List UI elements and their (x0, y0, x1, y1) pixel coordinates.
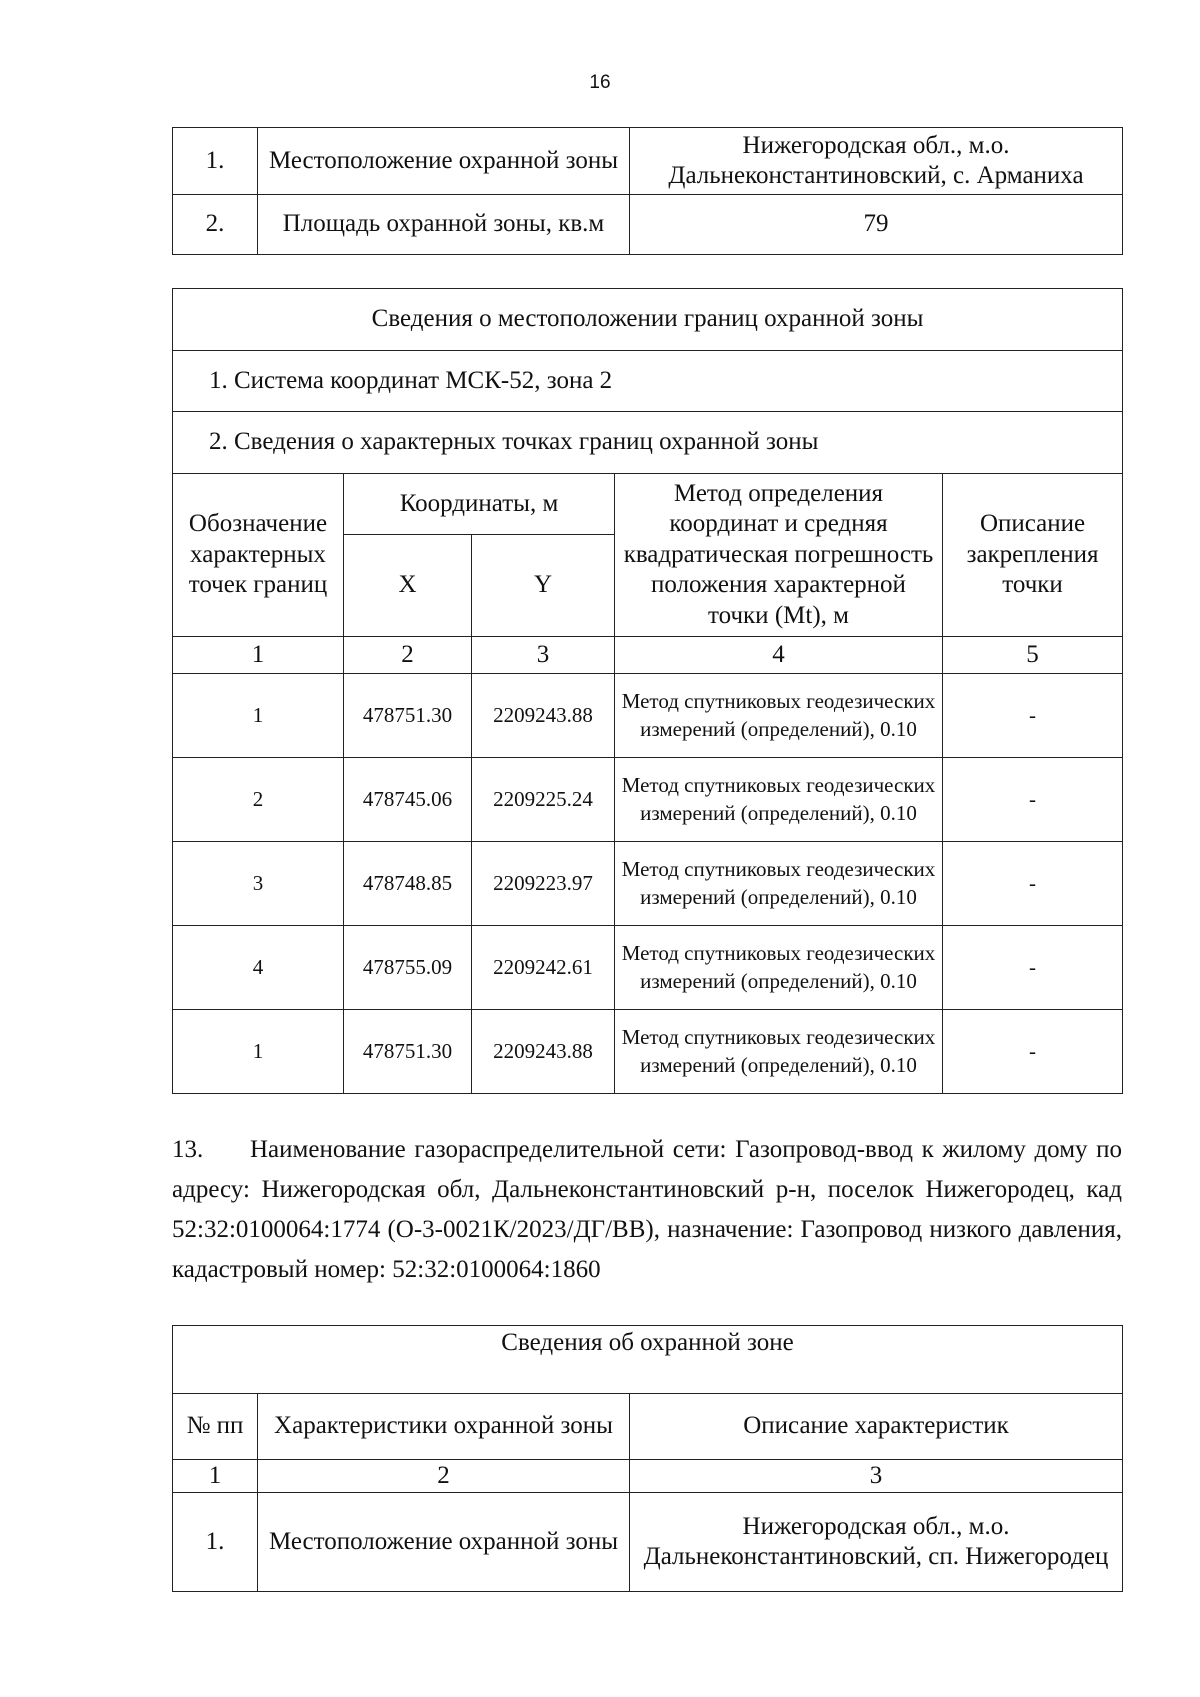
method-description: Метод спутниковых геодезических измерений (определений), 0.10 (615, 1010, 943, 1094)
column-number-row (173, 637, 1123, 674)
zone-info-table-1 (172, 127, 1123, 255)
fixing-description: - (943, 1010, 1123, 1094)
coordinate-x: 478751.30 (344, 674, 472, 758)
point-designation: 2 (173, 758, 344, 842)
point-designation: 1 (173, 674, 344, 758)
fixing-description: - (943, 674, 1123, 758)
column-number: 1 (173, 1460, 258, 1493)
column-number: 2 (258, 1460, 630, 1493)
point-designation: 3 (173, 842, 344, 926)
table-row (173, 926, 1123, 1010)
table-row (173, 758, 1123, 842)
characteristic-label: Местоположение охранной зоны (258, 1493, 630, 1592)
table-row (173, 195, 1123, 255)
fixing-description: - (943, 842, 1123, 926)
characteristic-value: 79 (630, 195, 1123, 255)
table-row (173, 1010, 1123, 1094)
characteristic-label: Местоположение охранной зоны (258, 128, 630, 195)
fixing-description: - (943, 926, 1123, 1010)
coordinate-system: 1. Система координат МСК-52, зона 2 (173, 351, 1123, 412)
coordinate-x: 478748.85 (344, 842, 472, 926)
section-number: 13. (172, 1136, 204, 1163)
header-x: X (344, 535, 472, 637)
section-13-paragraph (172, 1130, 1122, 1290)
coordinate-y: 2209242.61 (472, 926, 615, 1010)
header-y: Y (472, 535, 615, 637)
column-number-row (173, 1460, 1123, 1493)
header-coordinates: Координаты, м (344, 474, 615, 535)
coordinate-y: 2209223.97 (472, 842, 615, 926)
column-number: 3 (630, 1460, 1123, 1493)
points-heading: 2. Сведения о характерных точках границ охранной зоны (173, 412, 1123, 474)
header-number: № пп (173, 1394, 258, 1460)
header-method: Метод определения координат и средняя квадратическая погрешность положения характерной точки (Mt), м (615, 474, 943, 637)
column-number: 2 (344, 637, 472, 674)
method-description: Метод спутниковых геодезических измерений (определений), 0.10 (615, 842, 943, 926)
coordinate-x: 478745.06 (344, 758, 472, 842)
fixing-description: - (943, 758, 1123, 842)
table-row (173, 128, 1123, 195)
table-row (173, 842, 1123, 926)
coordinate-y: 2209243.88 (472, 674, 615, 758)
coordinate-x: 478755.09 (344, 926, 472, 1010)
column-number: 1 (173, 637, 344, 674)
coordinate-x: 478751.30 (344, 1010, 472, 1094)
row-number: 2. (173, 195, 258, 255)
column-number: 3 (472, 637, 615, 674)
page-number: 16 (589, 72, 611, 93)
method-description: Метод спутниковых геодезических измерений (определений), 0.10 (615, 926, 943, 1010)
section-text: Наименование газораспределительной сети: Газопровод-ввод к жилому дому по адресу: Нижегородская обл, Дальнеконстантиновский р-н, поселок Нижегородец, кад 52:32:0100064:1774 (О-3-0021К/2023/ДГ/ВВ), назначение: Газопровод низкого давления, кадастровый номер: 52:32:0100064:1860 (172, 1136, 1122, 1283)
method-description: Метод спутниковых геодезических измерений (определений), 0.10 (615, 758, 943, 842)
characteristic-label: Площадь охранной зоны, кв.м (258, 195, 630, 255)
row-number: 1. (173, 128, 258, 195)
zone-table-title: Сведения об охранной зоне (173, 1326, 1123, 1394)
boundary-points-table (172, 288, 1123, 1094)
column-number: 4 (615, 637, 943, 674)
header-description: Описание закрепления точки (943, 474, 1123, 637)
zone-info-table-2 (172, 1325, 1123, 1592)
point-designation: 1 (173, 1010, 344, 1094)
header-description: Описание характеристик (630, 1394, 1123, 1460)
point-designation: 4 (173, 926, 344, 1010)
header-designation: Обозначение характерных точек границ (173, 474, 344, 637)
characteristic-value: Нижегородская обл., м.о. Дальнеконстантиновский, с. Арманиха (630, 128, 1123, 195)
table-row (173, 1493, 1123, 1592)
coordinate-y: 2209243.88 (472, 1010, 615, 1094)
column-number: 5 (943, 637, 1123, 674)
table-row (173, 674, 1123, 758)
row-number: 1. (173, 1493, 258, 1592)
coordinate-y: 2209225.24 (472, 758, 615, 842)
boundary-table-title: Сведения о местоположении границ охранной зоны (173, 289, 1123, 351)
header-characteristic: Характеристики охранной зоны (258, 1394, 630, 1460)
method-description: Метод спутниковых геодезических измерений (определений), 0.10 (615, 674, 943, 758)
characteristic-value: Нижегородская обл., м.о. Дальнеконстантиновский, сп. Нижегородец (630, 1493, 1123, 1592)
